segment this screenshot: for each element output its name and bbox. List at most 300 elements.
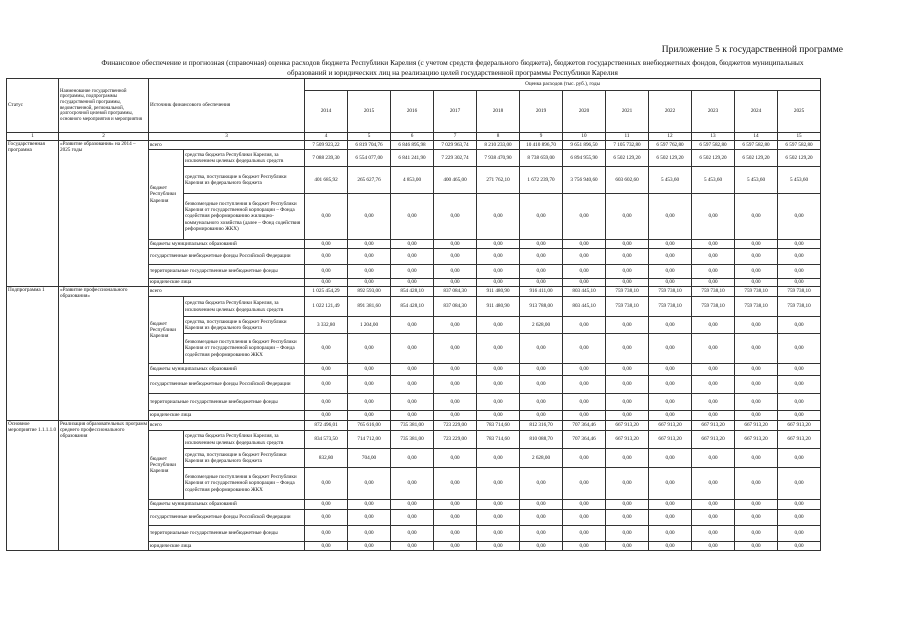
budget-rk-label: бюджет Республики Карелия	[149, 431, 184, 500]
source-label: безвозмездные поступления в бюджет Республики Карелия от государственной корпорации – Фонда содействия реформированию жилищно-коммунального хозяйства (далее – Фонд содействия реформированию ЖКХ)	[184, 194, 305, 240]
budget-rk-label: бюджет Республики Карелия	[149, 297, 184, 364]
value-cell: 0,00	[735, 249, 778, 265]
value-cell: 0,00	[520, 500, 563, 510]
value-cell: 735 381,00	[391, 421, 434, 431]
value-cell: 0,00	[649, 542, 692, 551]
value-cell: 0,00	[735, 500, 778, 510]
value-cell: 0,00	[606, 411, 649, 421]
value-cell: 0,00	[391, 394, 434, 411]
value-cell: 0,00	[649, 249, 692, 265]
value-cell: 5 453,60	[649, 167, 692, 194]
column-number: 3	[149, 133, 305, 141]
value-cell: 0,00	[606, 542, 649, 551]
value-cell: 3 756 940,60	[563, 167, 606, 194]
value-cell: 0,00	[606, 394, 649, 411]
value-cell: 0,00	[649, 364, 692, 376]
value-cell: 0,00	[434, 526, 477, 542]
document-title	[20, 58, 885, 78]
header-source: Источник финансового обеспечения	[149, 79, 305, 133]
value-cell: 0,00	[477, 240, 520, 249]
value-cell: 803 445,10	[563, 287, 606, 297]
value-cell: 0,00	[434, 510, 477, 526]
value-cell: 911 480,90	[477, 287, 520, 297]
value-cell: 0,00	[735, 510, 778, 526]
column-number: 1	[7, 133, 59, 141]
value-cell: 0,00	[563, 364, 606, 376]
value-cell: 7 088 239,30	[305, 150, 348, 167]
table-row	[7, 287, 821, 297]
value-cell: 0,00	[606, 500, 649, 510]
value-cell: 265 627,76	[348, 167, 391, 194]
year-header: 2014	[305, 91, 348, 133]
value-cell: 0,00	[391, 526, 434, 542]
value-cell: 0,00	[305, 510, 348, 526]
value-cell: 707 364,46	[563, 421, 606, 431]
value-cell: 735 381,00	[391, 431, 434, 449]
table-row	[7, 421, 821, 431]
year-header: 2021	[606, 91, 649, 133]
value-cell: 913 788,00	[520, 297, 563, 317]
value-cell: 0,00	[692, 376, 735, 394]
value-cell: 0,00	[778, 376, 821, 394]
value-cell: 0,00	[305, 542, 348, 551]
value-cell: 0,00	[305, 500, 348, 510]
value-cell: 0,00	[305, 334, 348, 364]
value-cell: 872 496,01	[305, 421, 348, 431]
value-cell: 0,00	[735, 526, 778, 542]
value-cell: 0,00	[477, 334, 520, 364]
value-cell: 0,00	[305, 364, 348, 376]
value-cell: 812 316,70	[520, 421, 563, 431]
value-cell: 0,00	[477, 364, 520, 376]
value-cell: 667 913,20	[649, 431, 692, 449]
value-cell: 6 841 241,90	[391, 150, 434, 167]
value-cell: 0,00	[391, 334, 434, 364]
source-label: государственные внебюджетные фонды Российской Федерации	[149, 249, 305, 265]
value-cell: 0,00	[434, 542, 477, 551]
year-header: 2025	[778, 91, 821, 133]
value-cell: 759 738,10	[735, 297, 778, 317]
value-cell: 0,00	[735, 376, 778, 394]
value-cell: 0,00	[778, 279, 821, 287]
value-cell: 0,00	[563, 394, 606, 411]
value-cell: 0,00	[735, 449, 778, 468]
value-cell: 2 628,00	[520, 449, 563, 468]
value-cell: 0,00	[305, 526, 348, 542]
source-label: юридические лица	[149, 279, 305, 287]
value-cell: 0,00	[649, 265, 692, 279]
value-cell: 6 502 129,20	[778, 150, 821, 167]
source-label: бюджеты муниципальных образований	[149, 240, 305, 249]
value-cell: 7 229 302,74	[434, 150, 477, 167]
value-cell: 0,00	[649, 240, 692, 249]
value-cell: 0,00	[735, 542, 778, 551]
value-cell: 0,00	[735, 279, 778, 287]
value-cell: 0,00	[778, 265, 821, 279]
value-cell: 0,00	[606, 468, 649, 500]
source-label: территориальные государственные внебюджетные фонды	[149, 265, 305, 279]
value-cell: 0,00	[606, 194, 649, 240]
value-cell: 0,00	[606, 334, 649, 364]
source-label: бюджеты муниципальных образований	[149, 500, 305, 510]
value-cell: 0,00	[348, 364, 391, 376]
value-cell: 0,00	[692, 194, 735, 240]
source-label: средства бюджета Республики Карелия, за исключением целевых федеральных средств	[184, 150, 305, 167]
value-cell: 0,00	[692, 317, 735, 334]
year-header: 2016	[391, 91, 434, 133]
value-cell: 0,00	[348, 411, 391, 421]
value-cell: 0,00	[563, 279, 606, 287]
value-cell: 0,00	[391, 240, 434, 249]
value-cell: 0,00	[305, 411, 348, 421]
value-cell: 911 480,90	[477, 297, 520, 317]
year-header: 2015	[348, 91, 391, 133]
source-label: территориальные государственные внебюджетные фонды	[149, 526, 305, 542]
value-cell: 0,00	[520, 510, 563, 526]
value-cell: 6 502 129,20	[606, 150, 649, 167]
value-cell: 0,00	[520, 364, 563, 376]
value-cell: 0,00	[305, 394, 348, 411]
value-cell: 1 022 121,49	[305, 297, 348, 317]
budget-rk-label: бюджет Республики Карелия	[149, 150, 184, 240]
source-label: средства, поступающие в бюджет Республики Карелия из федерального бюджета	[184, 449, 305, 468]
value-cell: 2 628,00	[520, 317, 563, 334]
value-cell: 0,00	[649, 279, 692, 287]
column-number: 10	[563, 133, 606, 141]
table-row	[7, 141, 821, 150]
value-cell: 891 381,60	[348, 297, 391, 317]
value-cell: 667 913,20	[735, 431, 778, 449]
value-cell: 0,00	[348, 468, 391, 500]
value-cell: 667 913,20	[735, 421, 778, 431]
column-number: 9	[520, 133, 563, 141]
value-cell: 6 894 955,90	[563, 150, 606, 167]
value-cell: 0,00	[477, 468, 520, 500]
value-cell: 0,00	[735, 194, 778, 240]
value-cell: 7 938 470,90	[477, 150, 520, 167]
value-cell: 0,00	[692, 364, 735, 376]
value-cell: 0,00	[606, 526, 649, 542]
value-cell: 5 453,60	[692, 167, 735, 194]
value-cell: 834 573,50	[305, 431, 348, 449]
value-cell: 0,00	[563, 249, 606, 265]
value-cell: 0,00	[520, 468, 563, 500]
value-cell: 0,00	[391, 468, 434, 500]
column-number: 11	[606, 133, 649, 141]
year-header: 2024	[735, 91, 778, 133]
value-cell: 0,00	[649, 317, 692, 334]
value-cell: 0,00	[520, 394, 563, 411]
value-cell: 400 465,00	[434, 167, 477, 194]
value-cell: 704,00	[348, 449, 391, 468]
block-status: Основное мероприятие 1.1.1.1.0	[7, 421, 59, 551]
value-cell: 0,00	[391, 265, 434, 279]
value-cell: 0,00	[692, 279, 735, 287]
value-cell: 5 453,60	[778, 167, 821, 194]
column-number: 8	[477, 133, 520, 141]
value-cell: 759 738,10	[778, 287, 821, 297]
value-cell: 0,00	[606, 279, 649, 287]
value-cell: 0,00	[477, 510, 520, 526]
value-cell: 0,00	[606, 265, 649, 279]
source-label: средства, поступающие в бюджет Республики Карелия из федерального бюджета	[184, 317, 305, 334]
value-cell: 6 502 129,20	[692, 150, 735, 167]
value-cell: 7 029 963,74	[434, 141, 477, 150]
value-cell: 0,00	[692, 500, 735, 510]
value-cell: 0,00	[434, 334, 477, 364]
value-cell: 0,00	[692, 526, 735, 542]
value-cell: 0,00	[520, 526, 563, 542]
value-cell: 0,00	[477, 542, 520, 551]
value-cell: 667 913,20	[692, 421, 735, 431]
value-cell: 0,00	[606, 240, 649, 249]
value-cell: 0,00	[434, 376, 477, 394]
column-number: 14	[735, 133, 778, 141]
value-cell: 0,00	[692, 542, 735, 551]
value-cell: 810 088,70	[520, 431, 563, 449]
value-cell: 837 084,30	[434, 297, 477, 317]
value-cell: 0,00	[735, 468, 778, 500]
value-cell: 603 602,60	[606, 167, 649, 194]
source-label: средства бюджета Республики Карелия, за исключением целевых федеральных средств	[184, 297, 305, 317]
source-label: средства, поступающие в бюджет Республики Карелия из федерального бюджета	[184, 167, 305, 194]
value-cell: 0,00	[434, 265, 477, 279]
source-label: всего	[149, 141, 305, 150]
value-cell: 667 913,20	[606, 431, 649, 449]
value-cell: 0,00	[477, 394, 520, 411]
value-cell: 0,00	[477, 411, 520, 421]
value-cell: 0,00	[735, 265, 778, 279]
value-cell: 0,00	[735, 334, 778, 364]
value-cell: 667 913,20	[778, 421, 821, 431]
value-cell: 0,00	[391, 194, 434, 240]
value-cell: 0,00	[477, 249, 520, 265]
value-cell: 0,00	[520, 542, 563, 551]
value-cell: 6 554 077,00	[348, 150, 391, 167]
block-name: «Развитие профессионального образования»	[59, 287, 149, 421]
value-cell: 714 712,00	[348, 431, 391, 449]
column-number: 7	[434, 133, 477, 141]
value-cell: 759 738,10	[692, 287, 735, 297]
value-cell: 0,00	[563, 468, 606, 500]
source-label: безвозмездные поступления в бюджет Республики Карелия от государственной корпорации – Фонда содействия реформированию ЖКХ	[184, 468, 305, 500]
value-cell: 0,00	[348, 334, 391, 364]
value-cell: 0,00	[391, 249, 434, 265]
value-cell: 0,00	[692, 449, 735, 468]
header-estimate: Оценка расходов (тыс. руб.), годы	[305, 79, 821, 91]
value-cell: 0,00	[477, 449, 520, 468]
value-cell: 0,00	[520, 334, 563, 364]
value-cell: 0,00	[305, 468, 348, 500]
value-cell: 0,00	[391, 364, 434, 376]
value-cell: 0,00	[434, 468, 477, 500]
column-number: 5	[348, 133, 391, 141]
value-cell: 0,00	[778, 411, 821, 421]
value-cell: 401 685,92	[305, 167, 348, 194]
column-number: 12	[649, 133, 692, 141]
value-cell: 0,00	[348, 526, 391, 542]
value-cell: 4 853,00	[391, 167, 434, 194]
value-cell: 0,00	[563, 265, 606, 279]
value-cell: 667 913,20	[606, 421, 649, 431]
value-cell: 0,00	[348, 265, 391, 279]
value-cell: 783 714,60	[477, 431, 520, 449]
value-cell: 0,00	[649, 411, 692, 421]
value-cell: 0,00	[692, 394, 735, 411]
value-cell: 0,00	[649, 334, 692, 364]
value-cell: 6 846 895,98	[391, 141, 434, 150]
value-cell: 0,00	[692, 411, 735, 421]
value-cell: 0,00	[434, 317, 477, 334]
value-cell: 667 913,20	[778, 431, 821, 449]
value-cell: 0,00	[735, 394, 778, 411]
source-label: государственные внебюджетные фонды Российской Федерации	[149, 510, 305, 526]
value-cell: 759 738,10	[735, 287, 778, 297]
value-cell: 0,00	[778, 510, 821, 526]
value-cell: 0,00	[563, 376, 606, 394]
value-cell: 0,00	[778, 500, 821, 510]
year-header: 2019	[520, 91, 563, 133]
value-cell: 0,00	[434, 249, 477, 265]
value-cell: 0,00	[391, 411, 434, 421]
value-cell: 0,00	[477, 500, 520, 510]
value-cell: 0,00	[520, 279, 563, 287]
value-cell: 0,00	[348, 394, 391, 411]
value-cell: 0,00	[649, 449, 692, 468]
value-cell: 0,00	[434, 279, 477, 287]
value-cell: 1 025 454,29	[305, 287, 348, 297]
source-label: всего	[149, 421, 305, 431]
value-cell: 0,00	[606, 449, 649, 468]
column-number: 6	[391, 133, 434, 141]
value-cell: 0,00	[735, 317, 778, 334]
value-cell: 0,00	[520, 194, 563, 240]
value-cell: 0,00	[520, 265, 563, 279]
document-title-line-1: Финансовое обеспечение и прогнозная (справочная) оценка расходов бюджета Республики Карелия (с учетом средств федерального бюджета), бюджетов государственных внебюджетных фондов, бюджетов муниципальных	[101, 58, 804, 67]
value-cell: 0,00	[348, 249, 391, 265]
value-cell: 667 913,20	[692, 431, 735, 449]
value-cell: 0,00	[348, 510, 391, 526]
value-cell: 0,00	[434, 364, 477, 376]
source-label: средства бюджета Республики Карелия, за исключением целевых федеральных средств	[184, 431, 305, 449]
value-cell: 759 738,10	[692, 297, 735, 317]
source-label: безвозмездные поступления в бюджет Республики Карелия от государственной корпорации – Фонда содействия реформированию ЖКХ	[184, 334, 305, 364]
value-cell: 0,00	[692, 240, 735, 249]
value-cell: 759 738,10	[778, 297, 821, 317]
appendix-label: Приложение 5 к государственной программе	[661, 45, 843, 55]
value-cell: 0,00	[563, 317, 606, 334]
value-cell: 0,00	[434, 411, 477, 421]
value-cell: 8 210 233,00	[477, 141, 520, 150]
value-cell: 892 593,00	[348, 287, 391, 297]
value-cell: 0,00	[391, 317, 434, 334]
value-cell: 916 411,00	[520, 287, 563, 297]
value-cell: 0,00	[520, 376, 563, 394]
value-cell: 0,00	[606, 376, 649, 394]
value-cell: 1 204,00	[348, 317, 391, 334]
value-cell: 0,00	[563, 542, 606, 551]
value-cell: 6 597 582,80	[735, 141, 778, 150]
value-cell: 0,00	[692, 334, 735, 364]
value-cell: 0,00	[606, 317, 649, 334]
value-cell: 0,00	[606, 249, 649, 265]
value-cell: 0,00	[434, 394, 477, 411]
column-number: 15	[778, 133, 821, 141]
value-cell: 783 714,60	[477, 421, 520, 431]
value-cell: 7 509 923,22	[305, 141, 348, 150]
column-number: 13	[692, 133, 735, 141]
value-cell: 0,00	[477, 526, 520, 542]
value-cell: 0,00	[348, 500, 391, 510]
value-cell: 6 597 582,80	[778, 141, 821, 150]
value-cell: 1 672 239,70	[520, 167, 563, 194]
value-cell: 707 364,46	[563, 431, 606, 449]
value-cell: 0,00	[391, 500, 434, 510]
source-label: всего	[149, 287, 305, 297]
value-cell: 5 453,60	[735, 167, 778, 194]
value-cell: 0,00	[477, 279, 520, 287]
source-label: юридические лица	[149, 542, 305, 551]
source-label: юридические лица	[149, 411, 305, 421]
value-cell: 0,00	[391, 449, 434, 468]
value-cell: 0,00	[563, 334, 606, 364]
value-cell: 0,00	[563, 240, 606, 249]
header-name: Наименование государственной программы, подпрограммы государственной программы, ведомственной, региональной, долгосрочной целевой программы, основного мероприятия и мероприятия	[59, 79, 149, 133]
value-cell: 0,00	[563, 500, 606, 510]
value-cell: 6 502 129,20	[649, 150, 692, 167]
value-cell: 0,00	[563, 449, 606, 468]
value-cell: 6 502 129,20	[735, 150, 778, 167]
value-cell: 0,00	[778, 526, 821, 542]
value-cell: 0,00	[778, 194, 821, 240]
document-title-line-2: образований и юридических лиц на реализацию целей государственной программы Республики Карелия	[287, 68, 618, 77]
value-cell: 854 428,10	[391, 287, 434, 297]
value-cell: 723 229,00	[434, 431, 477, 449]
value-cell: 0,00	[563, 411, 606, 421]
value-cell: 6 597 582,80	[692, 141, 735, 150]
value-cell: 0,00	[778, 317, 821, 334]
value-cell: 0,00	[649, 394, 692, 411]
year-header: 2020	[563, 91, 606, 133]
value-cell: 0,00	[735, 364, 778, 376]
value-cell: 0,00	[305, 240, 348, 249]
source-label: бюджеты муниципальных образований	[149, 364, 305, 376]
value-cell: 0,00	[649, 500, 692, 510]
year-header: 2023	[692, 91, 735, 133]
value-cell: 0,00	[649, 376, 692, 394]
value-cell: 0,00	[348, 240, 391, 249]
value-cell: 0,00	[477, 194, 520, 240]
source-label: государственные внебюджетные фонды Российской Федерации	[149, 376, 305, 394]
value-cell: 854 428,10	[391, 297, 434, 317]
value-cell: 0,00	[778, 364, 821, 376]
value-cell: 0,00	[477, 265, 520, 279]
value-cell: 0,00	[778, 249, 821, 265]
financing-table	[6, 78, 821, 551]
value-cell: 0,00	[520, 240, 563, 249]
value-cell: 0,00	[520, 411, 563, 421]
value-cell: 0,00	[391, 542, 434, 551]
value-cell: 0,00	[606, 510, 649, 526]
source-label: территориальные государственные внебюджетные фонды	[149, 394, 305, 411]
value-cell: 0,00	[563, 194, 606, 240]
value-cell: 0,00	[649, 194, 692, 240]
value-cell: 0,00	[778, 394, 821, 411]
value-cell: 0,00	[649, 510, 692, 526]
year-header: 2017	[434, 91, 477, 133]
value-cell: 0,00	[391, 376, 434, 394]
value-cell: 0,00	[305, 249, 348, 265]
